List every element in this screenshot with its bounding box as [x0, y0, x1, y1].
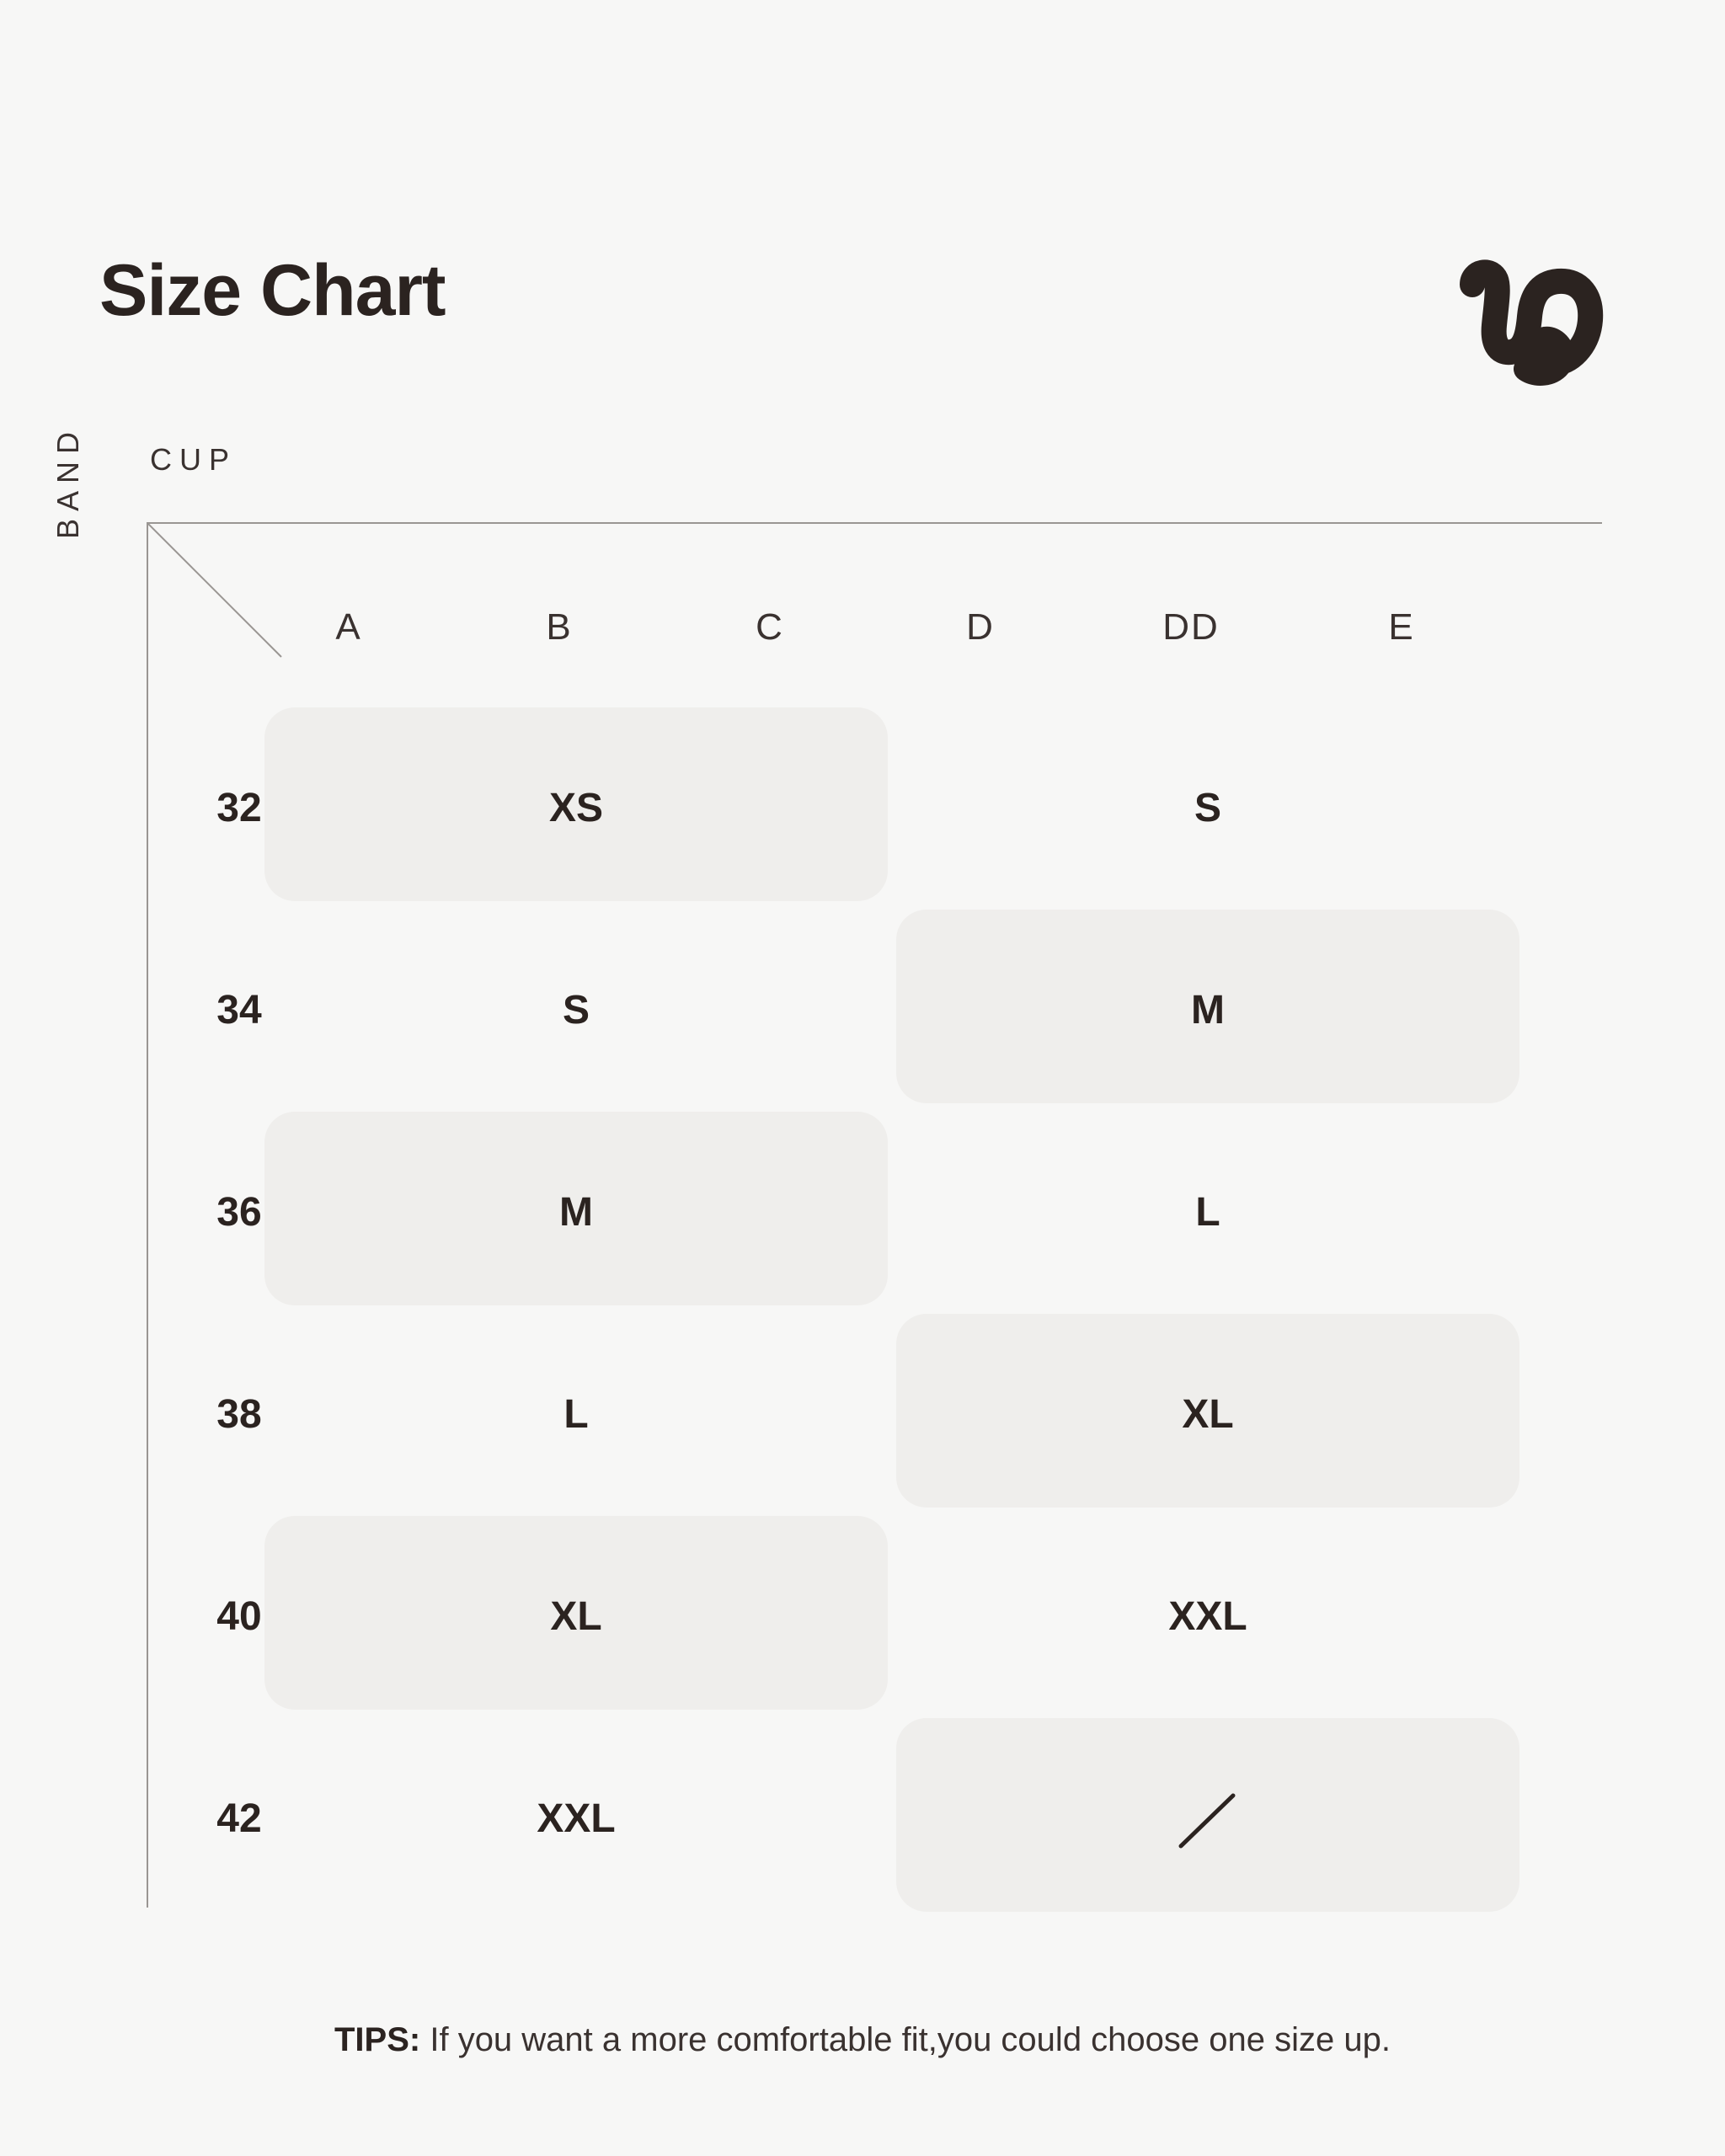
size-cell-42-de[interactable]	[896, 1718, 1519, 1920]
brand-logo	[1447, 254, 1607, 389]
column-header-e: E	[1388, 606, 1415, 648]
band-value-40: 40	[216, 1594, 262, 1639]
tips-body: If you want a more comfortable fit,you could choose one size up.	[420, 2021, 1391, 2058]
column-header-a: A	[335, 606, 362, 648]
column-header-c: C	[756, 606, 784, 648]
band-value-38: 38	[216, 1392, 262, 1437]
cup-axis-label: CUP	[150, 442, 238, 477]
band-value-32: 32	[216, 786, 262, 830]
slash-icon	[1174, 1787, 1242, 1854]
size-cell-42-abc[interactable]: XXL	[537, 1796, 616, 1841]
column-header-d: D	[966, 606, 995, 648]
column-header-row	[147, 606, 1604, 707]
table-row	[147, 1314, 1604, 1516]
size-cell-32-de[interactable]: S	[1194, 786, 1221, 830]
table-row	[147, 707, 1604, 910]
table-row	[147, 1718, 1604, 1920]
tips-prefix: TIPS:	[334, 2021, 421, 2058]
size-cell-40-abc[interactable]: XL	[550, 1594, 602, 1639]
size-cell-34-de[interactable]: M	[1191, 988, 1225, 1033]
size-cell-32-abc[interactable]: XS	[548, 786, 604, 830]
size-cell-36-abc[interactable]: M	[559, 1190, 593, 1235]
table-row	[147, 1112, 1604, 1314]
page-title: Size Chart	[99, 250, 446, 331]
size-cell-38-de[interactable]: XL	[1182, 1392, 1234, 1437]
size-cell-34-abc[interactable]: S	[562, 988, 590, 1033]
band-value-36: 36	[216, 1190, 262, 1235]
tips-text	[0, 2021, 1725, 2059]
band-axis-label: BAND	[51, 424, 85, 539]
size-cell-38-abc[interactable]: L	[563, 1392, 589, 1437]
band-value-42: 42	[216, 1796, 262, 1841]
table-row	[147, 1516, 1604, 1718]
band-value-34: 34	[216, 988, 262, 1033]
size-cell-36-de[interactable]: L	[1195, 1190, 1220, 1235]
column-header-dd: DD	[1162, 606, 1220, 648]
size-grid	[147, 522, 1604, 1908]
table-row	[147, 910, 1604, 1112]
size-cell-40-de[interactable]: XXL	[1168, 1594, 1247, 1639]
column-header-b: B	[546, 606, 573, 648]
